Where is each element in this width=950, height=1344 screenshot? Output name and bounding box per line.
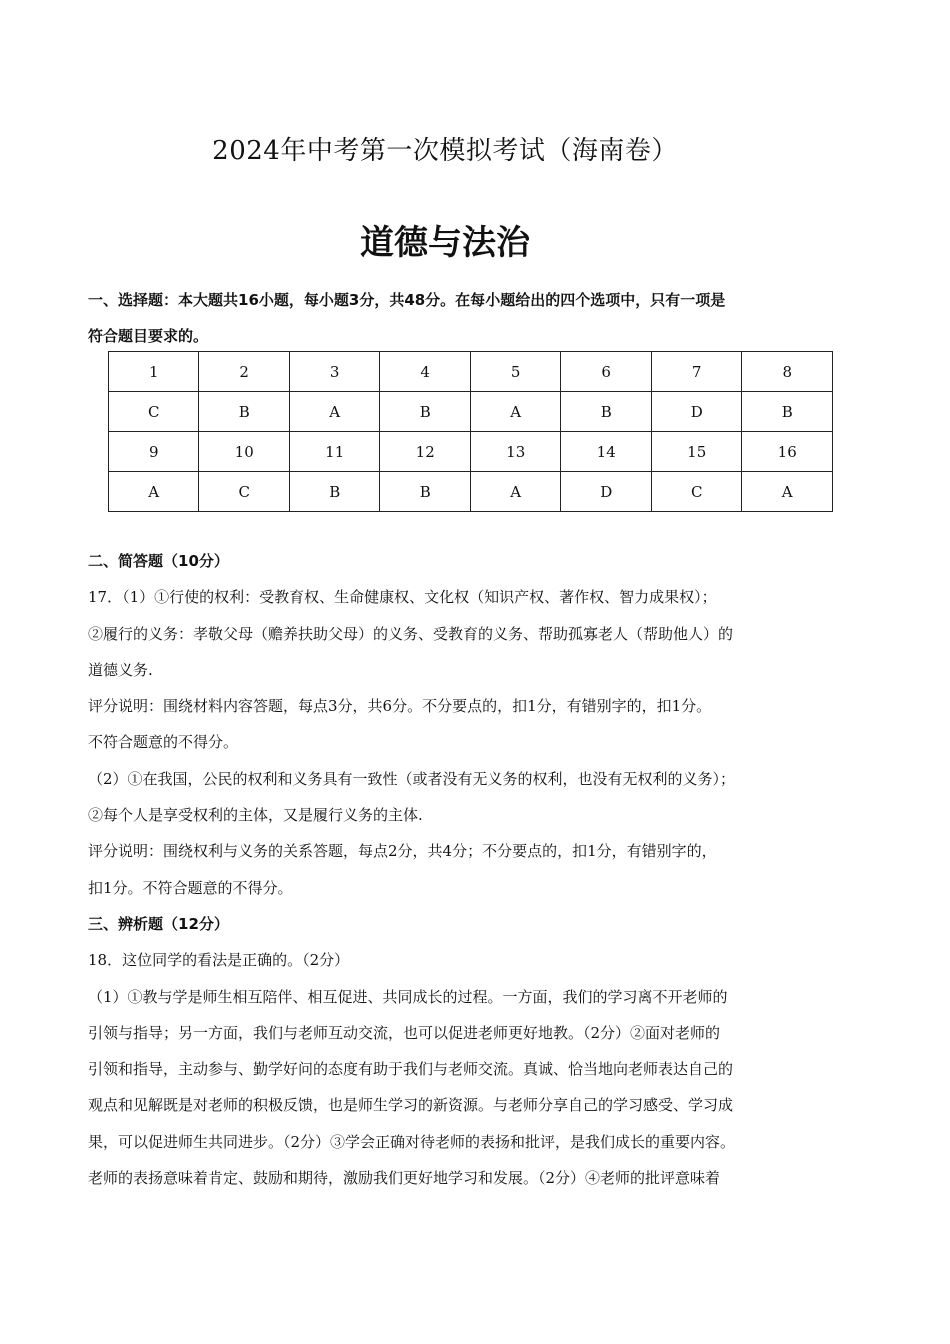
section-2-heading: 二、简答题（10分） [88,552,229,570]
text-line: （2）①在我国，公民的权利和义务具有一致性（或者没有无义务的权利，也没有无权利的义务）； [88,769,736,788]
section-3-heading: 三、辨析题（12分） [88,914,229,933]
table-cell: B [380,472,471,512]
table-row [109,432,833,472]
table-cell: A [470,472,561,512]
table-cell: 14 [561,432,652,472]
text-line: （1）①教与学是师生相互陪伴、相互促进、共同成长的过程。一方面，我们的学习离不开老师的 [88,987,728,1006]
table-cell: 12 [380,432,471,472]
section-1-heading-line2: 符合题目要求的。 [88,327,209,345]
text-line: 17．（1）①行使的权利：受教育权、生命健康权、文化权（知识产权、著作权、智力成果权）； [88,588,717,607]
text-line: 评分说明：围绕材料内容答题，每点3分，共6分。不分要点的，扣1分，有错别字的，扣1分。 [88,697,712,716]
table-cell: 15 [651,432,742,472]
exam-title: 2024年中考第一次模拟考试（海南卷） [212,136,678,166]
table-cell: B [561,392,652,432]
table-cell: 3 [289,352,380,392]
table-cell: 10 [199,432,290,472]
table-cell: 7 [651,352,742,392]
table-cell: C [199,472,290,512]
table-cell: 16 [742,432,833,472]
table-cell: C [109,392,199,432]
table-cell: A [289,392,380,432]
table-cell: 2 [199,352,290,392]
table-cell: B [289,472,380,512]
table-cell: 6 [561,352,652,392]
table-row [109,392,833,432]
table-cell: A [742,472,833,512]
table-cell: 5 [470,352,561,392]
answer-content [88,543,823,1196]
subject-title: 道德与法治 [360,223,530,263]
text-line: 老师的表扬意味着肯定、鼓励和期待，激励我们更好地学习和发展。（2分）④老师的批评意味着 [88,1169,721,1188]
table-row [109,352,833,392]
section-1-heading [88,282,818,354]
table-cell: B [380,392,471,432]
table-cell: B [199,392,290,432]
table-cell: 8 [742,352,833,392]
text-line: 果，可以促进师生共同进步。（2分）③学会正确对待老师的表扬和批评，是我们成长的重要内容。 [88,1132,736,1151]
text-line: 观点和见解既是对老师的积极反馈，也是师生学习的新资源。与老师分享自己的学习感受、学习成 [88,1096,734,1115]
text-line: ②每个人是享受权利的主体，又是履行义务的主体. [88,806,423,825]
text-line: ②履行的义务：孝敬父母（赡养扶助父母）的义务、受教育的义务、帮助孤寡老人（帮助他人）的 [88,624,734,643]
text-line: 引领和指导，主动参与、勤学好问的态度有助于我们与老师交流。真诚、恰当地向老师表达自己的 [88,1060,734,1079]
table-cell: 9 [109,432,199,472]
table-cell: B [742,392,833,432]
table-row [109,472,833,512]
table-cell: A [470,392,561,432]
table-cell: A [109,472,199,512]
section-1-heading-line1: 一、选择题：本大题共16小题，每小题3分，共48分。在每小题给出的四个选项中，只有一项是 [88,291,726,309]
text-line: 18．这位同学的看法是正确的。（2分） [88,951,350,970]
answer-table [108,351,833,512]
text-line: 引领与指导；另一方面，我们与老师互动交流，也可以促进老师更好地教。（2分）②面对老师的 [88,1023,721,1042]
table-cell: 4 [380,352,471,392]
table-cell: 1 [109,352,199,392]
text-line: 扣1分。不符合题意的不得分。 [88,878,293,897]
text-line: 道德义务. [88,660,153,679]
table-cell: D [651,392,742,432]
table-cell: C [651,472,742,512]
table-cell: D [561,472,652,512]
text-line: 不符合题意的不得分。 [88,733,239,752]
table-cell: 11 [289,432,380,472]
text-line: 评分说明：围绕权利与义务的关系答题，每点2分，共4分；不分要点的，扣1分，有错别字的， [88,842,717,861]
table-cell: 13 [470,432,561,472]
